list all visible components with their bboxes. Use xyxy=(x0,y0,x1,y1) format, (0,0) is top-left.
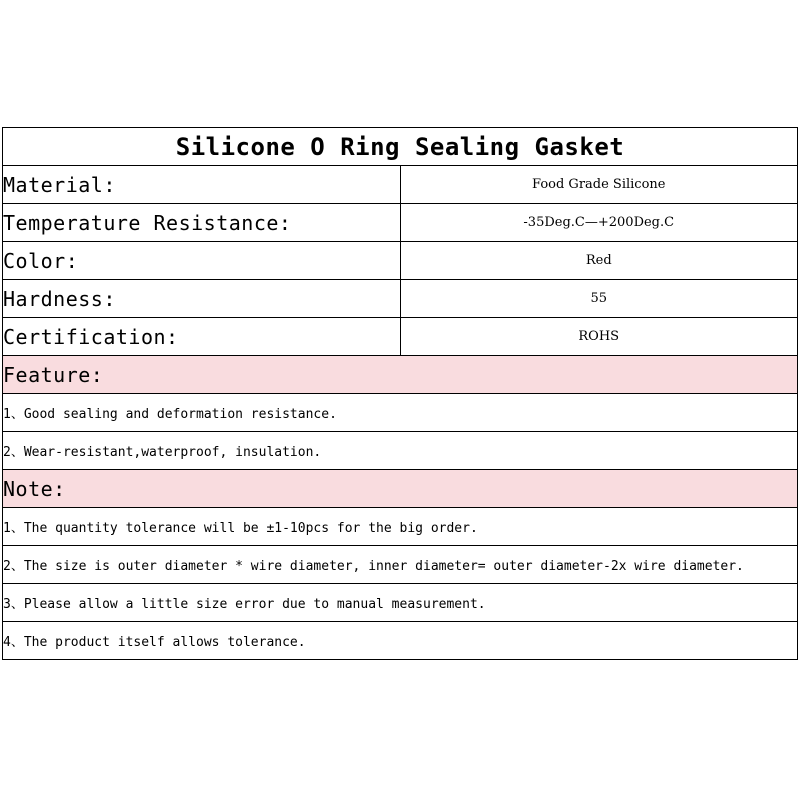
spec-value: ROHS xyxy=(400,318,798,356)
list-item xyxy=(3,432,798,470)
list-item xyxy=(3,584,798,622)
title-row xyxy=(3,128,798,166)
feature-item: 1、Good sealing and deformation resistance. xyxy=(3,394,798,432)
note-item: 2、The size is outer diameter * wire diameter, inner diameter= outer diameter-2x wire diameter. xyxy=(3,546,798,584)
spec-row-hardness xyxy=(3,280,798,318)
spec-label: Material: xyxy=(3,166,401,204)
list-item xyxy=(3,546,798,584)
spec-label: Certification: xyxy=(3,318,401,356)
spec-label: Temperature Resistance: xyxy=(3,204,401,242)
spec-value: 55 xyxy=(400,280,798,318)
list-item xyxy=(3,622,798,660)
table-title: Silicone O Ring Sealing Gasket xyxy=(3,128,798,166)
spec-row-certification xyxy=(3,318,798,356)
spec-row-temperature xyxy=(3,204,798,242)
note-heading: Note: xyxy=(3,470,798,508)
spec-table xyxy=(2,127,798,660)
note-item: 3、Please allow a little size error due to manual measurement. xyxy=(3,584,798,622)
note-heading-row xyxy=(3,470,798,508)
spec-value: -35Deg.C—+200Deg.C xyxy=(400,204,798,242)
list-item xyxy=(3,394,798,432)
note-item: 4、The product itself allows tolerance. xyxy=(3,622,798,660)
list-item xyxy=(3,508,798,546)
spec-row-color xyxy=(3,242,798,280)
note-item: 1、The quantity tolerance will be ±1-10pcs for the big order. xyxy=(3,508,798,546)
feature-heading-row xyxy=(3,356,798,394)
spec-label: Color: xyxy=(3,242,401,280)
spec-row-material xyxy=(3,166,798,204)
spec-label: Hardness: xyxy=(3,280,401,318)
feature-heading: Feature: xyxy=(3,356,798,394)
spec-value: Red xyxy=(400,242,798,280)
feature-item: 2、Wear-resistant,waterproof, insulation. xyxy=(3,432,798,470)
spec-value: Food Grade Silicone xyxy=(400,166,798,204)
